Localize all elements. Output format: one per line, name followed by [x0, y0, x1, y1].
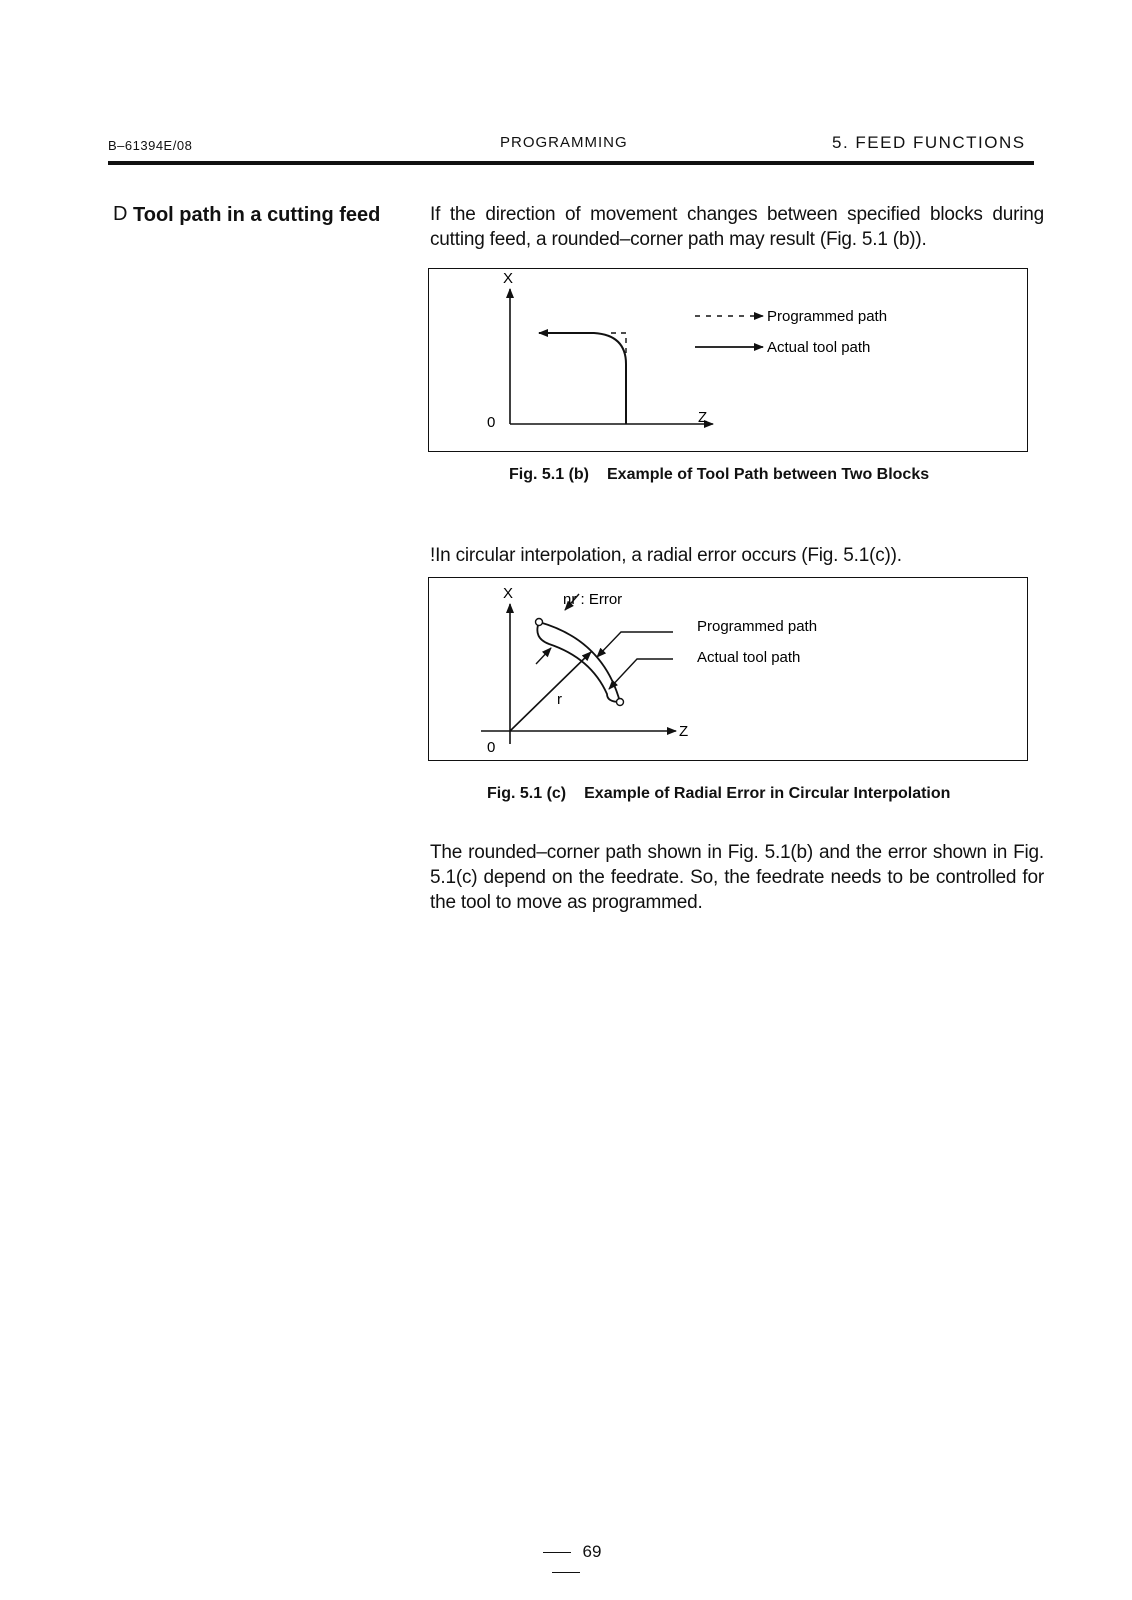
- document-id: B–61394E/08: [108, 138, 193, 153]
- figure-c-drawing: [429, 578, 1029, 762]
- label-actual-tool-path: Actual tool path: [697, 649, 801, 666]
- paragraph-circular: !In circular interpolation, a radial error occurs (Fig. 5.1(c)).: [430, 545, 902, 566]
- arc-end-point: [617, 699, 624, 706]
- leader-programmed: [597, 632, 673, 657]
- figure-c-number: Fig. 5.1 (c): [487, 785, 567, 802]
- actual-arc: [537, 622, 620, 702]
- header-rule: [108, 161, 1034, 165]
- figure-c-title: Example of Radial Error in Circular Interpolation: [584, 785, 951, 802]
- side-bullet: D: [113, 203, 128, 225]
- leader-actual: [609, 659, 673, 689]
- footer-dash-right: [552, 1572, 580, 1573]
- figure-b-caption: [509, 466, 929, 484]
- axis-x-label: X: [503, 585, 514, 602]
- axis-z-label: Z: [679, 723, 689, 740]
- figure-radial-error: [428, 577, 1028, 761]
- paragraph-feedrate: The rounded–corner path shown in Fig. 5.1(b) and the error shown in Fig. 5.1(c) depend on the feedrate. So, the feedrate needs to be controlled for the tool to move as programmed.: [430, 842, 1044, 913]
- figure-tool-path: [428, 268, 1028, 452]
- page-footer: [510, 1542, 622, 1582]
- legend-programmed: Programmed path: [767, 308, 888, 325]
- radius-label: r: [557, 691, 562, 708]
- figure-b-title: Example of Tool Path between Two Blocks: [607, 466, 930, 483]
- footer-dash-left: [543, 1552, 571, 1553]
- error-arrow-inner: [536, 648, 551, 664]
- figure-b-number: Fig. 5.1 (b): [509, 466, 589, 483]
- error-label: nr : Error: [563, 591, 623, 608]
- side-heading: Tool path in a cutting feed: [133, 204, 381, 226]
- arc-start-point: [536, 619, 543, 626]
- chapter-title: 5. FEED FUNCTIONS: [832, 133, 1026, 152]
- legend-actual: Actual tool path: [767, 339, 871, 356]
- figure-c-caption: [487, 785, 950, 803]
- figure-b-drawing: [429, 269, 1029, 453]
- page-number: 69: [582, 1542, 602, 1561]
- origin-label: 0: [487, 414, 496, 431]
- origin-label: 0: [487, 739, 496, 756]
- label-programmed-path: Programmed path: [697, 618, 818, 635]
- actual-path-curve: [539, 333, 626, 424]
- section-title: PROGRAMMING: [500, 134, 628, 151]
- radius-line: [510, 652, 591, 731]
- axis-z-label: Z: [698, 409, 708, 426]
- paragraph-intro: If the direction of movement changes between specified blocks during cutting feed, a rounded–corner path may result (Fig. 5.1 (b)).: [430, 204, 1044, 250]
- axis-x-label: X: [503, 270, 514, 287]
